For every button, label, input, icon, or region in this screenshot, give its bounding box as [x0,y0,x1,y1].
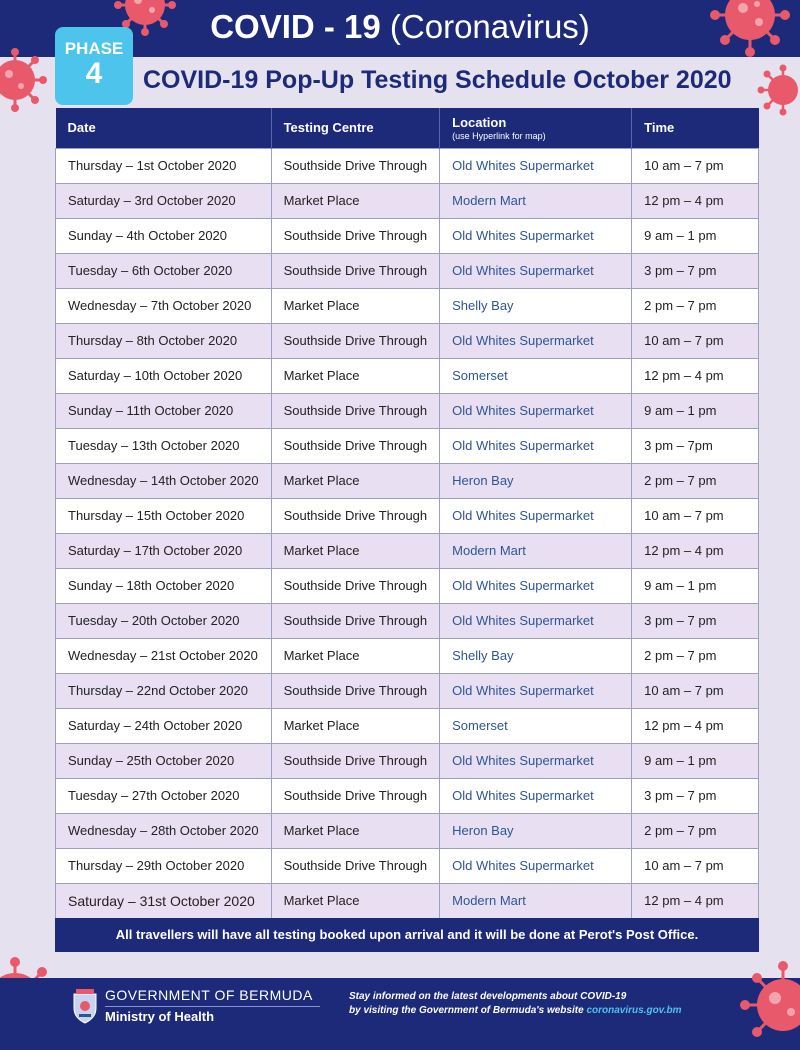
centre-cell: Market Place [271,708,440,743]
schedule-title: COVID-19 Pop-Up Testing Schedule October 2020 [143,66,732,94]
time-cell: 3 pm – 7 pm [632,778,759,813]
date-cell: Thursday – 22nd October 2020 [56,673,272,708]
date-cell: Thursday – 8th October 2020 [56,323,272,358]
location-link[interactable]: Shelly Bay [440,288,632,323]
date-cell: Sunday – 4th October 2020 [56,218,272,253]
table-row [56,673,759,708]
table-row [56,183,759,218]
table-row [56,393,759,428]
location-link[interactable]: Shelly Bay [440,638,632,673]
time-cell: 3 pm – 7pm [632,428,759,463]
time-cell: 9 am – 1 pm [632,568,759,603]
location-link[interactable]: Heron Bay [440,813,632,848]
centre-cell: Southside Drive Through [271,323,440,358]
time-cell: 2 pm – 7 pm [632,463,759,498]
centre-cell: Market Place [271,463,440,498]
location-link[interactable]: Heron Bay [440,463,632,498]
table-row [56,218,759,253]
location-link[interactable]: Old Whites Supermarket [440,148,632,183]
col-header-time: Time [632,108,759,148]
date-cell: Tuesday – 20th October 2020 [56,603,272,638]
virus-icon [755,60,800,120]
date-cell: Wednesday – 14th October 2020 [56,463,272,498]
time-cell: 12 pm – 4 pm [632,708,759,743]
location-link[interactable]: Modern Mart [440,183,632,218]
time-cell: 10 am – 7 pm [632,673,759,708]
table-row [56,498,759,533]
date-cell: Tuesday – 13th October 2020 [56,428,272,463]
centre-cell: Southside Drive Through [271,568,440,603]
location-link[interactable]: Old Whites Supermarket [440,568,632,603]
table-row [56,848,759,883]
stay-line-2-text: by visiting the Government of Bermuda's website [349,1005,584,1016]
table-row [56,358,759,393]
centre-cell: Southside Drive Through [271,603,440,638]
time-cell: 10 am – 7 pm [632,848,759,883]
time-cell: 2 pm – 7 pm [632,288,759,323]
date-cell: Saturday – 17th October 2020 [56,533,272,568]
location-link[interactable]: Somerset [440,708,632,743]
centre-cell: Southside Drive Through [271,743,440,778]
location-link[interactable]: Old Whites Supermarket [440,778,632,813]
table-row [56,253,759,288]
stay-line-1: Stay informed on the latest developments about COVID-19 [349,991,627,1002]
main-title-rest: (Coronavirus) [389,8,590,45]
schedule-table [55,108,759,919]
centre-cell: Market Place [271,358,440,393]
date-cell: Wednesday – 28th October 2020 [56,813,272,848]
date-cell: Tuesday – 27th October 2020 [56,778,272,813]
location-link[interactable]: Old Whites Supermarket [440,218,632,253]
col-header-location-note: (use Hyperlink for map) [452,130,546,141]
footer-divider [105,1006,320,1007]
arrival-notice: All travellers will have all testing booked upon arrival and it will be done at Perot's Post Office. [55,918,759,952]
table-row [56,463,759,498]
table-row [56,883,759,918]
centre-cell: Market Place [271,813,440,848]
location-link[interactable]: Old Whites Supermarket [440,848,632,883]
table-row [56,708,759,743]
website-link[interactable]: coronavirus.gov.bm [586,1005,682,1016]
col-header-location [440,108,632,148]
table-row [56,813,759,848]
time-cell: 9 am – 1 pm [632,218,759,253]
table-row [56,743,759,778]
table-header-row [56,108,759,148]
time-cell: 12 pm – 4 pm [632,183,759,218]
table-row [56,778,759,813]
location-link[interactable]: Old Whites Supermarket [440,673,632,708]
time-cell: 10 am – 7 pm [632,323,759,358]
date-cell: Saturday – 10th October 2020 [56,358,272,393]
date-cell: Sunday – 25th October 2020 [56,743,272,778]
date-cell: Saturday – 31st October 2020 [56,883,272,918]
date-cell: Wednesday – 7th October 2020 [56,288,272,323]
table-row [56,148,759,183]
time-cell: 12 pm – 4 pm [632,533,759,568]
phase-label: PHASE [64,39,124,58]
time-cell: 2 pm – 7 pm [632,813,759,848]
table-row [56,568,759,603]
centre-cell: Southside Drive Through [271,393,440,428]
centre-cell: Southside Drive Through [271,673,440,708]
date-cell: Thursday – 1st October 2020 [56,148,272,183]
stay-informed [349,990,681,1018]
centre-cell: Market Place [271,638,440,673]
table-row [56,638,759,673]
ministry-name: Ministry of Health [105,1009,215,1024]
centre-cell: Southside Drive Through [271,428,440,463]
location-link[interactable]: Old Whites Supermarket [440,393,632,428]
centre-cell: Southside Drive Through [271,253,440,288]
location-link[interactable]: Modern Mart [440,883,632,918]
time-cell: 9 am – 1 pm [632,393,759,428]
location-link[interactable]: Old Whites Supermarket [440,603,632,638]
location-link[interactable]: Old Whites Supermarket [440,498,632,533]
time-cell: 2 pm – 7 pm [632,638,759,673]
location-link[interactable]: Old Whites Supermarket [440,253,632,288]
centre-cell: Market Place [271,183,440,218]
date-cell: Sunday – 18th October 2020 [56,568,272,603]
time-cell: 12 pm – 4 pm [632,358,759,393]
centre-cell: Southside Drive Through [271,218,440,253]
table-row [56,288,759,323]
virus-icon [0,40,60,120]
location-link[interactable]: Old Whites Supermarket [440,743,632,778]
centre-cell: Southside Drive Through [271,778,440,813]
phase-badge [55,27,133,105]
date-cell: Sunday – 11th October 2020 [56,393,272,428]
time-cell: 12 pm – 4 pm [632,883,759,918]
table-row [56,603,759,638]
table-row [56,533,759,568]
location-link[interactable]: Modern Mart [440,533,632,568]
location-link[interactable]: Old Whites Supermarket [440,323,632,358]
main-title-bold: COVID - 19 [210,8,381,45]
date-cell: Saturday – 3rd October 2020 [56,183,272,218]
centre-cell: Southside Drive Through [271,148,440,183]
virus-icon [735,950,800,1050]
government-name: GOVERNMENT OF BERMUDA [105,987,313,1003]
date-cell: Tuesday – 6th October 2020 [56,253,272,288]
table-row [56,428,759,463]
stay-line-2 [349,1004,681,1018]
time-cell: 9 am – 1 pm [632,743,759,778]
table-row [56,323,759,358]
date-cell: Saturday – 24th October 2020 [56,708,272,743]
location-link[interactable]: Old Whites Supermarket [440,428,632,463]
table-body [56,148,759,918]
time-cell: 10 am – 7 pm [632,498,759,533]
centre-cell: Southside Drive Through [271,848,440,883]
centre-cell: Market Place [271,883,440,918]
centre-cell: Market Place [271,533,440,568]
phase-number: 4 [85,57,103,90]
location-link[interactable]: Somerset [440,358,632,393]
coat-of-arms-icon [72,988,98,1024]
date-cell: Wednesday – 21st October 2020 [56,638,272,673]
date-cell: Thursday – 15th October 2020 [56,498,272,533]
col-header-centre: Testing Centre [271,108,440,148]
time-cell: 3 pm – 7 pm [632,253,759,288]
time-cell: 10 am – 7 pm [632,148,759,183]
time-cell: 3 pm – 7 pm [632,603,759,638]
centre-cell: Market Place [271,288,440,323]
date-cell: Thursday – 29th October 2020 [56,848,272,883]
col-header-date: Date [56,108,272,148]
col-header-location-label: Location [452,114,507,130]
centre-cell: Southside Drive Through [271,498,440,533]
